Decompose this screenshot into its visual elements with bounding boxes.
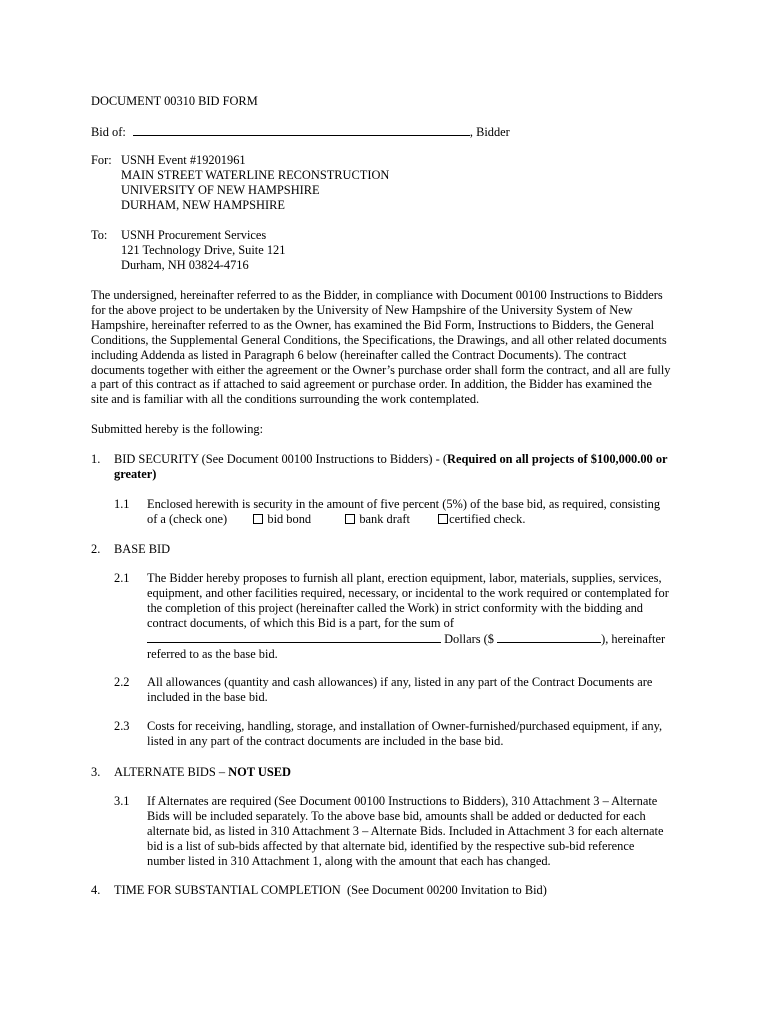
section-1-heading [114, 452, 668, 467]
section-1-bold: Required on all projects of $100,000.00 or [447, 452, 668, 466]
base-bid-words-field[interactable] [147, 631, 441, 643]
section-2-1-line: equipment, and other facilities required, necessary, or incidental to the work required or contemplated for [147, 585, 669, 600]
intro-line: Hampshire, hereinafter referred to as the Owner, has examined the Bid Form, Instructions to Bidders, the General [91, 317, 655, 332]
for-line: USNH Event #19201961 [121, 153, 246, 167]
to-line: 121 Technology Drive, Suite 121 [121, 242, 286, 257]
section-3-1-line: alternate bid, as listed in 310 Attachment 3 – Alternate Bids. Included in Attachment 3 for each alternate [147, 823, 664, 838]
for-line: DURHAM, NEW HAMPSHIRE [121, 197, 285, 212]
section-1-text: BID SECURITY (See Document 00100 Instructions to Bidders) - ( [114, 452, 448, 466]
section-3-heading [114, 765, 291, 780]
bid-bond-checkbox[interactable] [253, 514, 263, 524]
intro-line: The undersigned, hereinafter referred to as the Bidder, in compliance with Document 00100 Instructions to Bidders [91, 288, 663, 302]
section-3-1-line: Bids will be included separately. To the above base bid, amounts shall be added or deducted for each [147, 808, 646, 823]
to-line: USNH Procurement Services [121, 228, 267, 242]
section-1-bold2: greater) [114, 467, 157, 481]
section-2-3-line: Costs for receiving, handling, storage, and installation of Owner-furnished/purchased equipment, if any, [147, 719, 663, 733]
section-1-number: 1. [91, 452, 101, 466]
base-bid-amount-field[interactable] [497, 631, 601, 643]
for-address [121, 153, 389, 213]
hereinafter-label: ), hereinafter [601, 631, 666, 646]
section-2-heading: BASE BID [114, 542, 171, 556]
for-line: UNIVERSITY OF NEW HAMPSHIRE [121, 182, 320, 197]
section-3-1-line: bid is a list of sub-bids affected by that alternate bid, identified by the respective sub-bid reference [147, 838, 635, 853]
bid-bond-label: bid bond [267, 511, 312, 526]
intro-line: Conditions, the Supplemental General Conditions, the Specifications, the Drawings, and all other related documents [91, 332, 667, 347]
section-4-number: 4. [91, 883, 101, 897]
section-1-1-number: 1.1 [114, 497, 130, 511]
section-3-1-line: If Alternates are required (See Document 00100 Instructions to Bidders), 310 Attachment 3 – Alternate [147, 794, 658, 808]
intro-line: including Addenda as listed in Paragraph 6 below (hereinafter called the Contract Documents). The contract [91, 347, 627, 362]
submitted-heading: Submitted hereby is the following: [91, 422, 264, 436]
section-3-1-number: 3.1 [114, 794, 130, 808]
base-bid-amount-line [147, 631, 692, 647]
section-2-2-line: included in the base bid. [147, 689, 268, 704]
section-3-1-body [147, 794, 692, 869]
to-label: To: [91, 228, 108, 242]
section-2-1-line: The Bidder hereby proposes to furnish all plant, erection equipment, labor, materials, supplies, services, [147, 571, 662, 585]
bidder-suffix: , Bidder [469, 125, 510, 139]
section-2-2-body [147, 675, 692, 705]
section-1-1-options [147, 512, 692, 527]
intro-line: documents together with either the agreement or the Owner’s purchase order shall form the contract, and all are fully [91, 362, 671, 377]
section-4-heading: TIME FOR SUBSTANTIAL COMPLETION (See Document 00200 Invitation to Bid) [114, 883, 547, 897]
section-2-1-line: the completion of this project (hereinafter called the Work) in strict conformity with the bidding and [147, 600, 643, 615]
bank-draft-label: bank draft [359, 511, 410, 526]
section-1-1-body [147, 497, 692, 527]
certified-check-label: certified check. [449, 511, 526, 526]
section-2-2-line: All allowances (quantity and cash allowances) if any, listed in any part of the Contract Documents are [147, 675, 653, 689]
intro-line: a part of this contract as if attached to said agreement or purchase order. In addition, the Bidder has examined the [91, 377, 652, 392]
dollars-label: Dollars ($ [441, 631, 498, 646]
section-3-number: 3. [91, 765, 101, 779]
intro-line: site and is familiar with all the conditions surrounding the work contemplated. [91, 392, 480, 407]
section-2-1-number: 2.1 [114, 571, 130, 585]
section-2-1-line: contract documents, of which this Bid is a part, for the sum of [147, 615, 454, 630]
section-2-number: 2. [91, 542, 101, 556]
section-2-1-body [147, 571, 692, 661]
bid-of-line [91, 124, 510, 140]
for-label: For: [91, 153, 112, 167]
to-line: Durham, NH 03824-4716 [121, 257, 249, 272]
section-2-1-line: referred to as the base bid. [147, 646, 278, 661]
section-2-3-body [147, 719, 692, 749]
intro-paragraph [91, 288, 691, 407]
section-1-1-line: Enclosed herewith is security in the amount of five percent (5%) of the base bid, as required, consisting [147, 497, 661, 511]
bid-of-label: Bid of: [91, 125, 126, 139]
section-1-bold-cont [114, 467, 156, 482]
section-3-bold: NOT USED [228, 765, 291, 779]
section-3-1-line: number listed in 310 Attachment 1, along with the amount that each has changed. [147, 853, 551, 868]
section-2-2-number: 2.2 [114, 675, 130, 689]
document-title: DOCUMENT 00310 BID FORM [91, 94, 258, 108]
bidder-name-field[interactable] [133, 124, 470, 136]
section-2-3-number: 2.3 [114, 719, 130, 733]
to-address [121, 228, 285, 273]
check-one-label: of a (check one) [147, 511, 228, 526]
bank-draft-checkbox[interactable] [345, 514, 355, 524]
section-2-3-line: listed in any part of the contract documents are included in the base bid. [147, 733, 504, 748]
for-line: MAIN STREET WATERLINE RECONSTRUCTION [121, 167, 390, 182]
intro-line: for the above project to be undertaken by the University of New Hampshire of the University System of New [91, 302, 633, 317]
section-3-text: ALTERNATE BIDS – [114, 765, 229, 779]
certified-check-checkbox[interactable] [438, 514, 448, 524]
